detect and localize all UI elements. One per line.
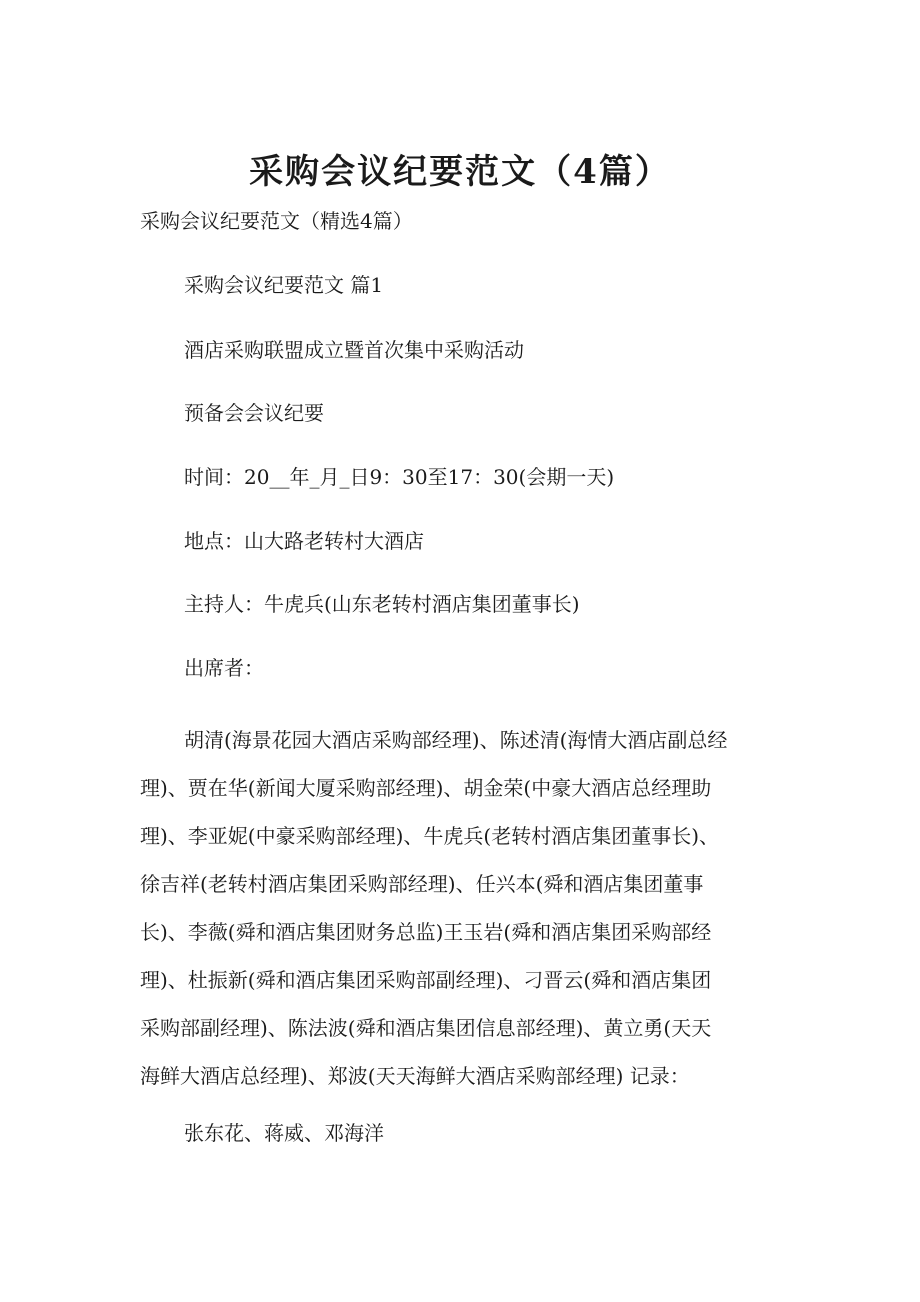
attendees-label: 出席者： bbox=[184, 656, 264, 680]
attendees-line: 理)、贾在华(新闻大厦采购部经理)、胡金荣(中豪大酒店总经理助 bbox=[140, 776, 712, 800]
attendees-line: 理)、李亚妮(中豪采购部经理)、牛虎兵(老转村酒店集团董事长)、 bbox=[140, 824, 720, 848]
event-name: 酒店采购联盟成立暨首次集中采购活动 bbox=[184, 338, 524, 362]
attendees-line: 海鲜大酒店总经理)、郑波(天天海鲜大酒店采购部经理) 记录： bbox=[140, 1064, 690, 1088]
meeting-time: 时间：20__年_月_日9：30至17：30(会期一天) bbox=[184, 465, 615, 489]
document-subtitle: 采购会议纪要范文（精选4篇） bbox=[140, 209, 413, 233]
section-heading: 采购会议纪要范文 篇1 bbox=[184, 273, 384, 297]
attendees-line: 长)、李薇(舜和酒店集团财务总监)王玉岩(舜和酒店集团采购部经 bbox=[140, 920, 712, 944]
attendees-line: 理)、杜振新(舜和酒店集团采购部副经理)、刁晋云(舜和酒店集团 bbox=[140, 968, 712, 992]
meeting-host: 主持人：牛虎兵(山东老转村酒店集团董事长) bbox=[184, 592, 580, 616]
attendees-line: 徐吉祥(老转村酒店集团采购部经理)、任兴本(舜和酒店集团董事 bbox=[140, 872, 704, 896]
attendees-line: 胡清(海景花园大酒店采购部经理)、陈述清(海情大酒店副总经 bbox=[184, 728, 728, 752]
meeting-location: 地点：山大路老转村大酒店 bbox=[184, 529, 424, 553]
attendees-paragraph bbox=[140, 716, 785, 1100]
document-title: 采购会议纪要范文（4篇） bbox=[249, 152, 671, 192]
attendees-line: 采购部副经理)、陈法波(舜和酒店集团信息部经理)、黄立勇(天天 bbox=[140, 1016, 712, 1040]
meeting-type: 预备会会议纪要 bbox=[184, 401, 324, 425]
recorders: 张东花、蒋威、邓海洋 bbox=[184, 1121, 384, 1145]
